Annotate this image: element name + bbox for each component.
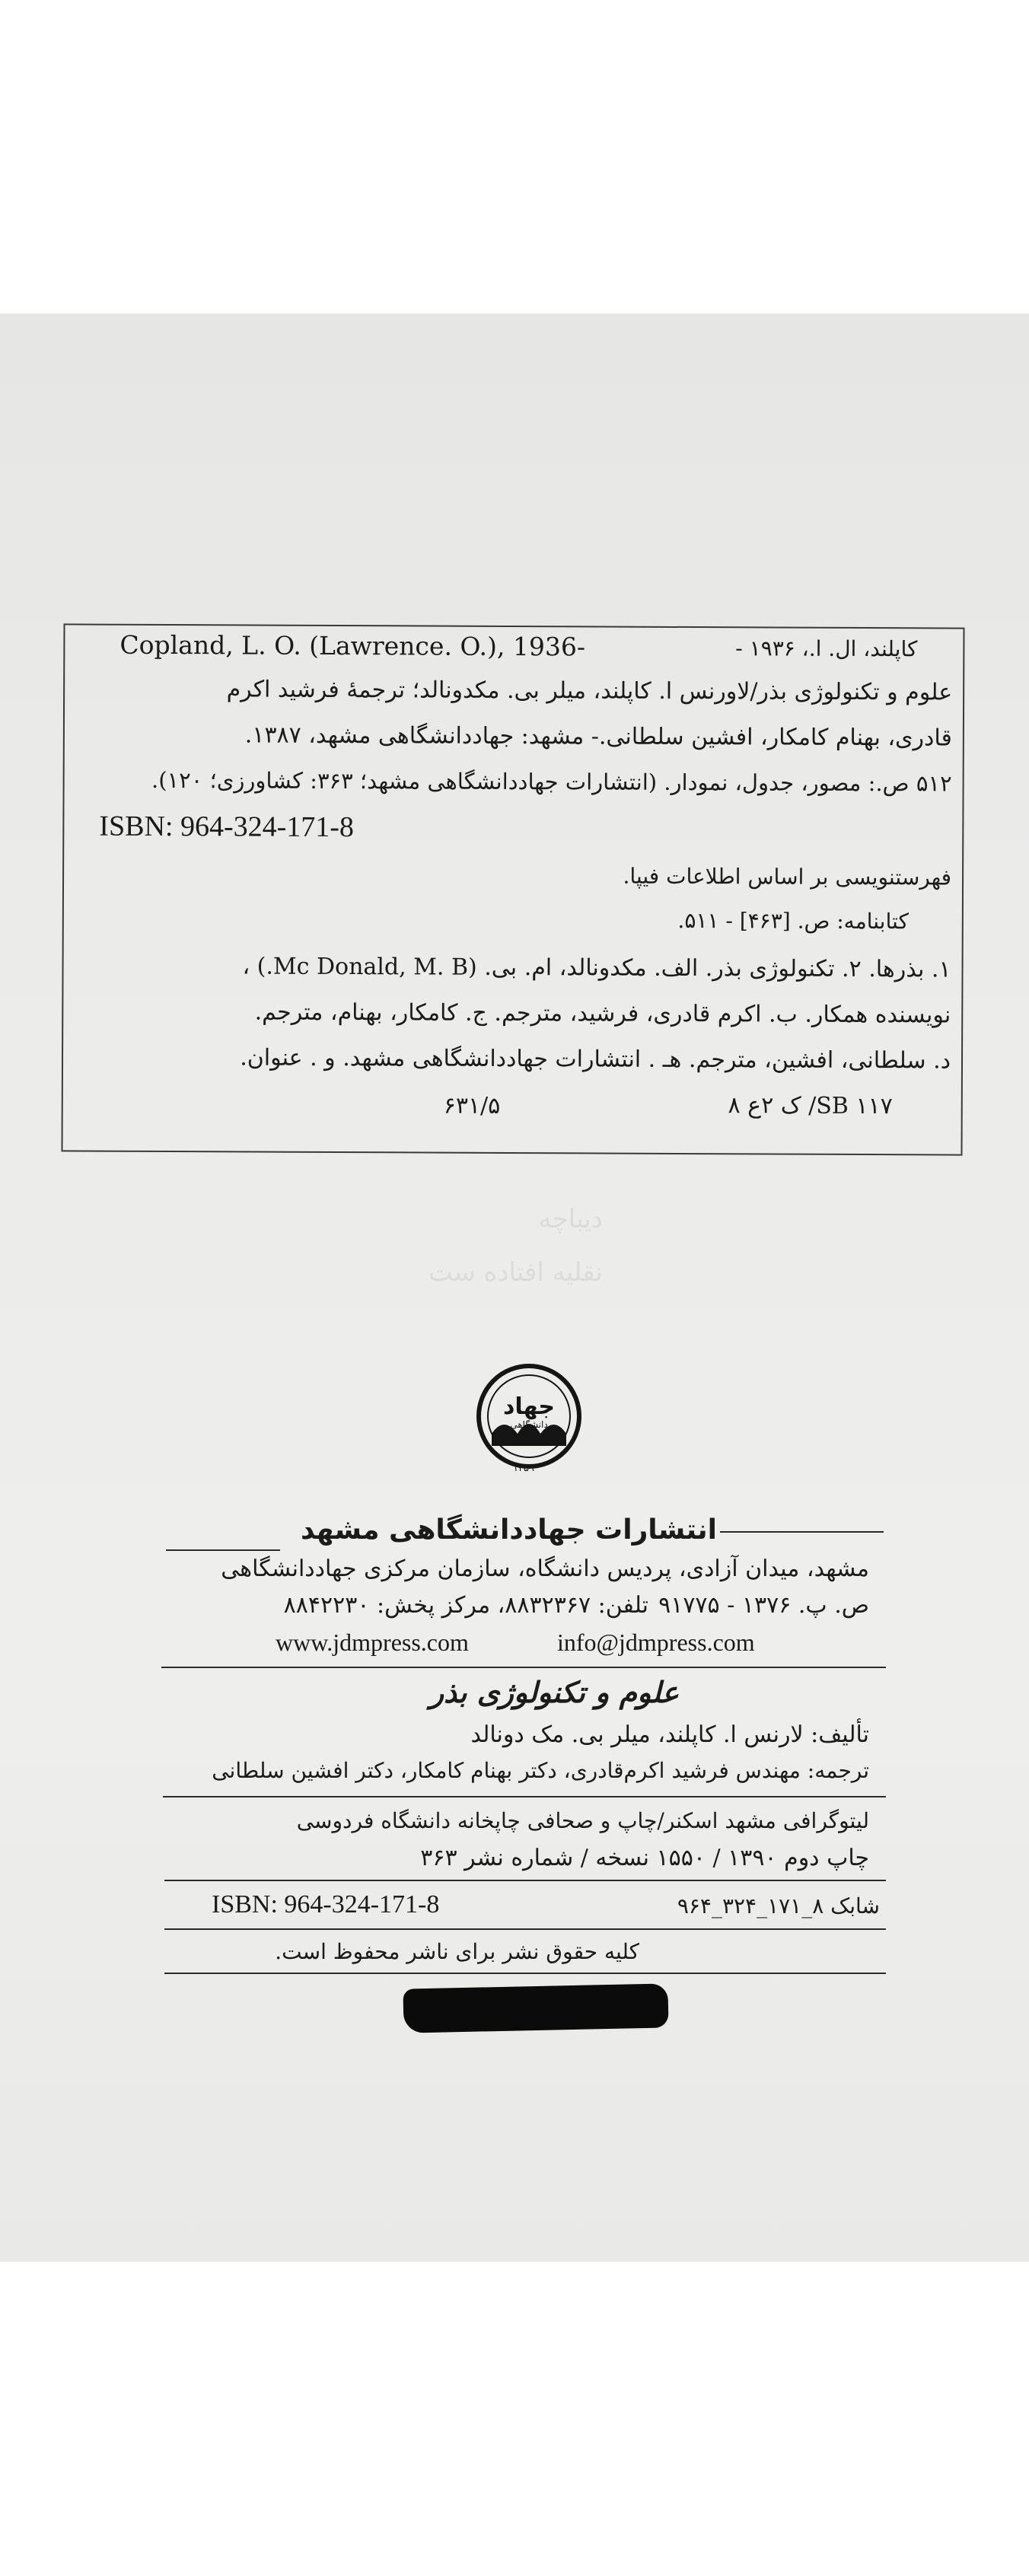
logo-year: ۱۳۵۹ xyxy=(513,1463,534,1474)
rule-after-edition xyxy=(164,1880,886,1881)
title-rule-left xyxy=(166,1549,280,1551)
cip-subjects-line-2: نویسنده همکار. ب. اکرم قادری، فرشید، مترجم. ج. کامکار، بهنام، مترجم. xyxy=(254,998,951,1029)
paper-sheet xyxy=(0,314,1029,2262)
cip-box xyxy=(61,623,964,1155)
book-edition: چاپ دوم ۱۳۹۰ / ۱۵۵۰ نسخه / شماره نشر ۳۶۳ xyxy=(420,1845,869,1871)
book-isbn-fa: شابک ۸_۱۷۱_۳۲۴_۹۶۴ xyxy=(677,1893,880,1918)
publisher-phone: تلفن: ۸۸۳۲۳۶۷، مرکز پخش: ۸۸۴۲۲۳۰ xyxy=(283,1592,648,1619)
title-rule-right xyxy=(720,1531,884,1533)
book-authors: تألیف: لارنس ا. کاپلند، میلر بی. مک دونالد xyxy=(470,1721,869,1748)
cip-translators-line: قادری، بهنام کامکار، افشین سلطانی.- مشهد: جهاددانشگاهی مشهد، ۱۳۸۷. xyxy=(244,721,952,752)
book-title: علوم و تکنولوژی بذر xyxy=(429,1676,679,1709)
cip-call-number: SB ۱۱۷/ ک ۲ع ۸ xyxy=(728,1092,893,1120)
cip-author-fa: کاپلند، ال. ا.، ۱۹۳۶ - xyxy=(735,635,918,662)
book-printing: لیتوگرافی مشهد اسکنر/چاپ و صحافی چاپخانه دانشگاه فردوسی xyxy=(296,1808,869,1833)
cip-isbn: ISBN: 964-324-171-8 xyxy=(99,810,355,844)
redaction-mark xyxy=(403,1983,668,2033)
logo-main-text: جهاد xyxy=(502,1393,556,1420)
cip-title-line: علوم و تکنولوژی بذر/لاورنس ا. کاپلند، میلر بی. مکدونالد؛ ترجمهٔ فرشید اکرم xyxy=(226,676,953,706)
rule-after-translators xyxy=(163,1796,886,1797)
cip-bibliography: کتابنامه: ص. [۴۶۳] - ۵۱۱. xyxy=(677,907,909,935)
cip-subjects-line-3: د. سلطانی، افشین، مترجم. هـ . انتشارات جهاددانشگاهی مشهد. و . عنوان. xyxy=(240,1044,951,1075)
publisher-address: مشهد، میدان آزادی، پردیس دانشگاه، سازمان مرکزی جهاددانشگاهی xyxy=(221,1555,869,1582)
cip-dewey: ۶۳۱/۵ xyxy=(443,1092,501,1119)
publisher-postal: ص. پ. ۱۳۷۶ - ۹۱۷۷۵ xyxy=(658,1592,869,1619)
bleed-through-text: نقلیه افتاده ست xyxy=(428,1257,603,1288)
cip-fipa-note: فهرستنویسی بر اساس اطلاعات فیپا. xyxy=(623,863,952,890)
cip-subjects-line-1: ۱. بذرها. ۲. تکنولوژی بذر. الف. مکدونالد، ام. بی. (Mc Donald, M. B.) ، xyxy=(242,953,951,983)
publisher-website: www.jdmpress.com xyxy=(276,1629,469,1656)
cip-pages-line: ۵۱۲ ص.: مصور، جدول، نمودار. (انتشارات جهاددانشگاهی مشهد؛ ۳۶۳: کشاورزی؛ ۱۲۰). xyxy=(151,766,952,797)
book-rights: کلیه حقوق نشر برای ناشر محفوظ است. xyxy=(275,1939,639,1964)
jihad-daneshgahi-emblem-icon xyxy=(473,1361,585,1472)
rule-after-rights xyxy=(164,1973,886,1974)
book-translators: ترجمه: مهندس فرشید اکرم‌قادری، دکتر بهنام کامکار، دکتر افشین سلطانی xyxy=(212,1758,869,1783)
bleed-through-text: دیباچه xyxy=(538,1204,603,1234)
book-isbn-en: ISBN: 964-324-171-8 xyxy=(212,1890,440,1918)
rule-after-isbn xyxy=(164,1928,886,1930)
publisher-email: info@jdmpress.com xyxy=(557,1629,755,1656)
cip-author-en: Copland, L. O. (Lawrence. O.), 1936- xyxy=(119,629,586,662)
publisher-logo xyxy=(473,1361,585,1472)
logo-sub-text: دانشگاهی xyxy=(510,1419,548,1430)
rule-after-contact xyxy=(161,1667,886,1668)
publisher-name: انتشارات جهاددانشگاهی مشهد xyxy=(301,1514,717,1546)
